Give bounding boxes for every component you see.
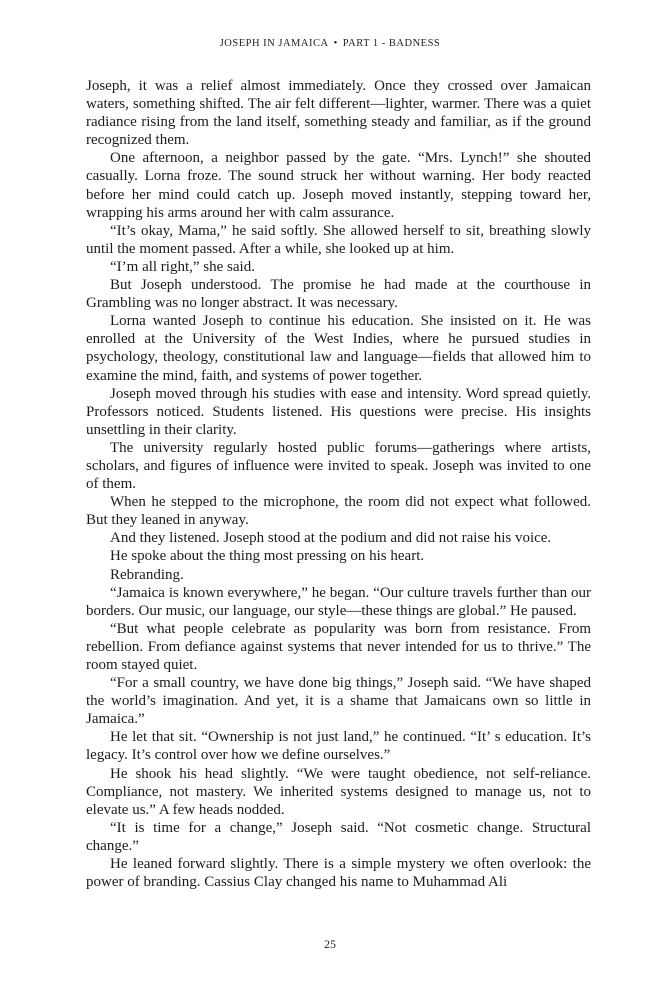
header-separator: • [333,38,338,49]
paragraph: One afternoon, a neighbor passed by the gate. “Mrs. Lynch!” she shouted casually. Lorna froze. The sound struck her without warning. Her body reacted before her mind could catch up. Joseph moved instantly, stepping toward her, wrapping his arms around her with calm assurance. [86,150,591,221]
running-head [0,38,660,49]
paragraph: But Joseph understood. The promise he had made at the courthouse in Grambling was no longer abstract. It was necessary. [86,277,591,312]
paragraph: When he stepped to the microphone, the room did not expect what followed. But they leaned in anyway. [86,494,591,529]
paragraph: And they listened. Joseph stood at the podium and did not raise his voice. [110,530,552,547]
paragraph: He shook his head slightly. “We were taught obedience, not self-reliance. Compliance, not mastery. We inherited systems designed to manage us, not to elevate us.” A few heads nodded. [86,765,591,818]
paragraph: Lorna wanted Joseph to continue his education. She insisted on it. He was enrolled at the University of the West Indies, where he pursued studies in psychology, theology, constitutional law and language—fields that allowed him to examine the mind, faith, and systems of power together. [86,313,591,384]
paragraph: “It’s okay, Mama,” he said softly. She allowed herself to sit, breathing slowly until the moment passed. After a while, she looked up at him. [86,222,591,257]
paragraph: He let that sit. “Ownership is not just land,” he continued. “It’ s education. It’s legacy. It’s control over how we define ourselves.” [86,729,591,764]
paragraph: Joseph moved through his studies with ease and intensity. Word spread quietly. Professors noticed. Students listened. His questions were precise. His insights unsettling in their clarity. [86,385,591,438]
paragraph: He spoke about the thing most pressing on his heart. [110,548,425,565]
page-number: 25 [324,937,336,951]
paragraph: “Jamaica is known everywhere,” he began. “Our culture travels further than our borders. Our music, our language, our style—these things are global.” He paused. [86,584,591,619]
part-title: PART 1 - BADNESS [342,38,441,49]
paragraph: “I’m all right,” she said. [110,258,255,275]
paragraph: “But what people celebrate as popularity was born from resistance. From rebellion. From defiance against systems that never intended for us to thrive.” The room stayed quiet. [86,620,591,673]
paragraph: Joseph, it was a relief almost immediately. Once they crossed over Jamaican waters, something shifted. The air felt different—lighter, warmer. There was a quiet radiance rising from the land itself, something steady and familiar, as if the ground recognized them. [86,78,591,149]
paragraph: The university regularly hosted public forums—gatherings where artists, scholars, and figures of influence were invited to speak. Joseph was invited to one of them. [86,439,591,493]
paragraph: “For a small country, we have done big things,” Joseph said. “We have shaped the world’s imagination. And yet, it is a shame that Jamaicans own so little in Jamaica.” [86,675,591,728]
paragraph: Rebranding. [110,566,184,583]
paragraph: “It is time for a change,” Joseph said. “Not cosmetic change. Structural change.” [86,819,591,854]
body-text [86,77,591,891]
paragraph: He leaned forward slightly. There is a simple mystery we often overlook: the power of branding. Cassius Clay changed his name to Muhammad Ali [86,856,591,891]
book-title: JOSEPH IN JAMAICA [219,38,329,49]
